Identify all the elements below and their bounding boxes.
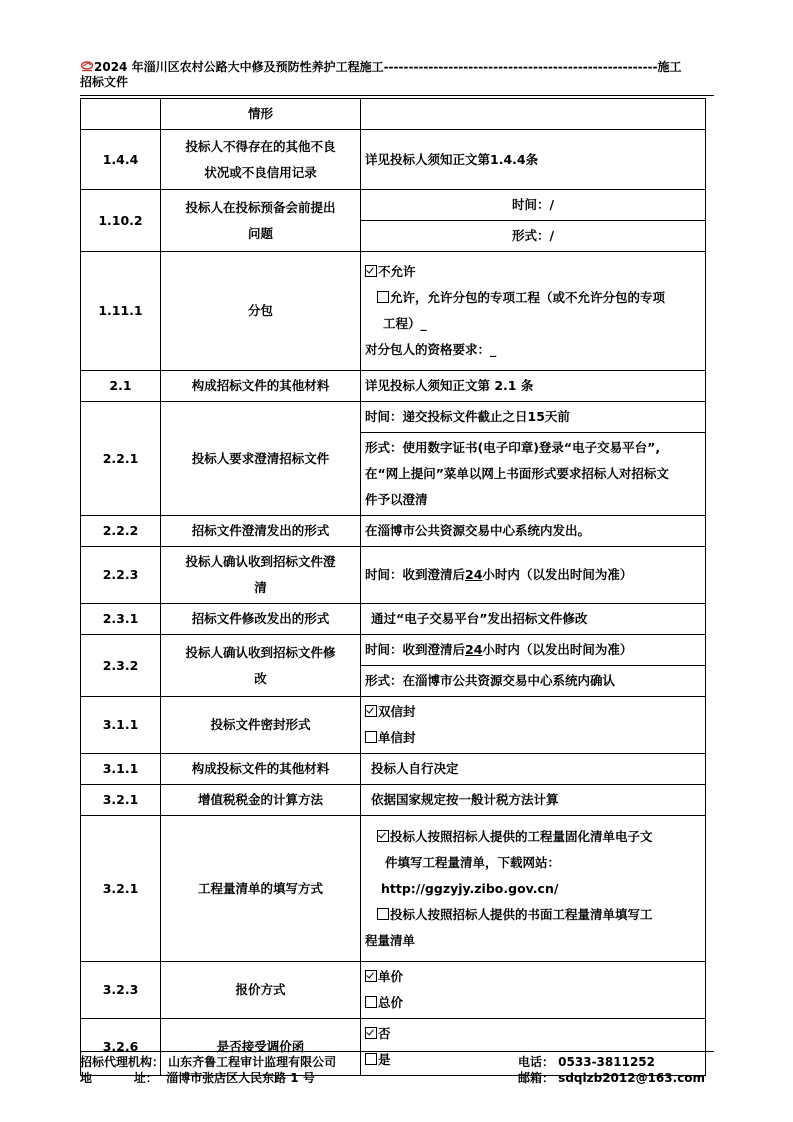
row-item: 投标人确认收到招标文件修 改 [161, 635, 361, 697]
row-number: 2.3.2 [81, 635, 161, 697]
row-content: 详见投标人须知正文第1.4.4条 [361, 130, 706, 190]
table-row [81, 635, 706, 666]
table-row [81, 516, 706, 547]
row-content: 不允许 允许，允许分包的专项工程（或不允许分包的专项 工程）_ 对分包人的资格要求：_ [361, 252, 706, 371]
row-item: 投标人要求澄清招标文件 [161, 402, 361, 516]
row-number: 2.2.3 [81, 547, 161, 604]
footer-phone: 电话： 0533-3811252 [518, 1055, 656, 1069]
row-item: 投标人确认收到招标文件澄 清 [161, 547, 361, 604]
row-number: 3.2.6 [81, 1019, 161, 1076]
row-content: 通过“电子交易平台”发出招标文件修改 [361, 604, 706, 635]
row-content-form: 形式：使用数字证书(电子印章)登录“电子交易平台”, 在“网上提问”菜单以网上书面形式要求招标人对招标文 件予以澄清 [361, 433, 706, 516]
row-item: 招标文件修改发出的形式 [161, 604, 361, 635]
table-row [81, 371, 706, 402]
row-item: 构成招标文件的其他材料 [161, 371, 361, 402]
row-content-form: 形式：在淄博市公共资源交易中心系统内确认 [361, 666, 706, 697]
checkbox-checked-icon [377, 830, 389, 842]
row-content: 投标人自行决定 [361, 754, 706, 785]
row-content [361, 99, 706, 130]
row-item: 构成投标文件的其他材料 [161, 754, 361, 785]
row-item: 增值税税金的计算方法 [161, 785, 361, 816]
row-item: 分包 [161, 252, 361, 371]
row-content-time: 时间：递交投标文件截止之日15天前 [361, 402, 706, 433]
table-row [81, 697, 706, 754]
row-content: 依据国家规定按一般计税方法计算 [361, 785, 706, 816]
checkbox-checked-icon [365, 705, 377, 717]
table-row [81, 130, 706, 190]
row-content: 双信封 单信封 [361, 697, 706, 754]
footer-email: 邮箱： sdqlzb2012@163.com [518, 1071, 706, 1085]
checkbox-checked-icon [365, 265, 377, 277]
row-number: 3.1.1 [81, 697, 161, 754]
row-number: 3.2.1 [81, 785, 161, 816]
row-number: 3.2.3 [81, 962, 161, 1019]
row-content: 详见投标人须知正文第 2.1 条 [361, 371, 706, 402]
page-header [80, 60, 714, 90]
table-row [81, 962, 706, 1019]
header-subtitle: 招标文件 [80, 75, 129, 89]
row-content: 投标人按照招标人提供的工程量固化清单电子文 件填写工程量清单，下载网站： http://ggzyjy.zibo.gov.cn/ 投标人按照招标人提供的书面工程量清单填写工 程量清单 [361, 816, 706, 962]
table-row [81, 754, 706, 785]
header-title: 2024 年淄川区农村公路大中修及预防性养护工程施工-------------------------------------------------------施工 [94, 60, 682, 74]
page-footer [80, 1054, 714, 1086]
row-number: 2.2.1 [81, 402, 161, 516]
row-number: 2.3.1 [81, 604, 161, 635]
row-number: 2.1 [81, 371, 161, 402]
row-item: 报价方式 [161, 962, 361, 1019]
row-content-form: 形式：/ [361, 221, 706, 252]
row-number: 1.10.2 [81, 190, 161, 252]
company-logo-icon [80, 61, 94, 72]
row-number: 2.2.2 [81, 516, 161, 547]
row-number: 3.2.1 [81, 816, 161, 962]
checkbox-empty-icon [365, 996, 377, 1008]
table-row [81, 402, 706, 433]
footer-agency: 招标代理机构： 山东齐鲁工程审计监理有限公司 [80, 1055, 337, 1069]
row-item: 是否接受调价函 [161, 1019, 361, 1076]
row-content: 时间：收到澄清后24小时内（以发出时间为准） [361, 547, 706, 604]
table-row [81, 190, 706, 221]
table-row [81, 604, 706, 635]
header-divider [80, 95, 714, 96]
header-title-line [80, 60, 714, 75]
row-number: 3.1.1 [81, 754, 161, 785]
table-row [81, 99, 706, 130]
row-number: 1.11.1 [81, 252, 161, 371]
footer-divider [80, 1051, 714, 1052]
row-item: 工程量清单的填写方式 [161, 816, 361, 962]
row-number [81, 99, 161, 130]
row-item: 投标文件密封形式 [161, 697, 361, 754]
table-row [81, 547, 706, 604]
checkbox-empty-icon [365, 731, 377, 743]
checkbox-checked-icon [365, 970, 377, 982]
row-content-time: 时间：/ [361, 190, 706, 221]
checkbox-checked-icon [365, 1027, 377, 1039]
row-number: 1.4.4 [81, 130, 161, 190]
table-row [81, 252, 706, 371]
row-item: 招标文件澄清发出的形式 [161, 516, 361, 547]
bid-info-table [80, 98, 706, 1076]
checkbox-empty-icon [377, 291, 389, 303]
row-item: 投标人不得存在的其他不良 状况或不良信用记录 [161, 130, 361, 190]
row-content: 在淄博市公共资源交易中心系统内发出。 [361, 516, 706, 547]
row-content-time: 时间：收到澄清后24小时内（以发出时间为准） [361, 635, 706, 666]
table-row [81, 785, 706, 816]
checkbox-empty-icon [377, 908, 389, 920]
row-item: 投标人在投标预备会前提出 问题 [161, 190, 361, 252]
table-row [81, 816, 706, 962]
footer-address: 地 址： 淄博市张店区人民东路 1 号 [80, 1071, 315, 1085]
row-item: 情形 [161, 99, 361, 130]
row-content: 否 是 [361, 1019, 706, 1076]
row-content: 单价 总价 [361, 962, 706, 1019]
